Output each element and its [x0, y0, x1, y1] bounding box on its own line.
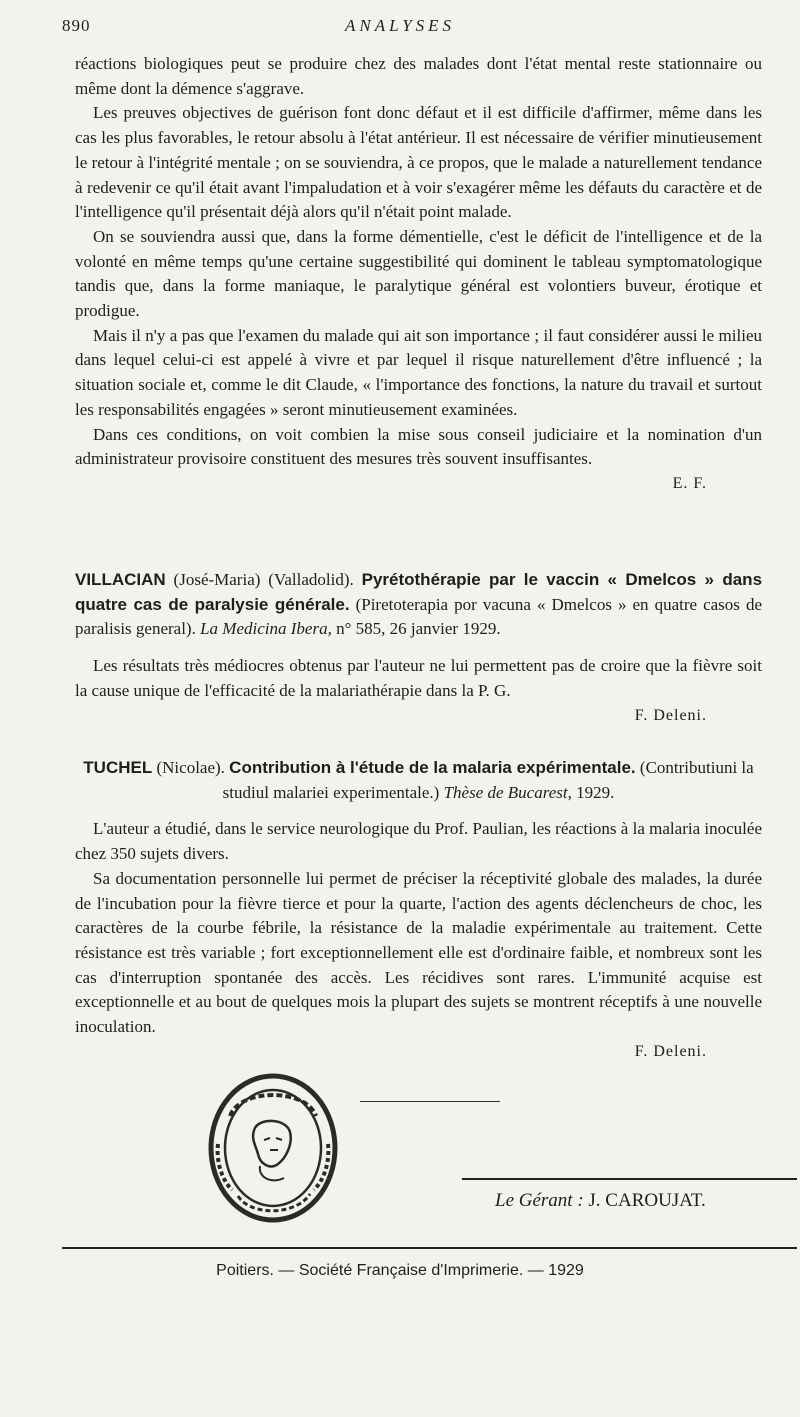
- running-title: ANALYSES: [344, 16, 456, 35]
- entry-original-title: (Contributiuni la studiul malariei experimentale.): [222, 758, 754, 802]
- entry-source-title: La Medicina Ibera,: [200, 619, 332, 639]
- entry-author-given: (José-Maria): [173, 570, 261, 589]
- review-entry-tuchel: [75, 756, 762, 1064]
- entry-body: [75, 654, 762, 703]
- manager-signature: [495, 1190, 706, 1212]
- paragraph: Les résultats très médiocres obtenus par l'auteur ne lui permettent pas de croire que la fièvre soit la cause unique de l'efficacité de la malariathérapie dans la P. G.: [75, 656, 762, 700]
- entry-author-given: (Nicolae).: [156, 758, 225, 777]
- entry-title: Pyrétothérapie par le vaccin « Dmelcos » dans quatre cas de paralysie générale.: [75, 570, 763, 614]
- paragraph: Dans ces conditions, on voit combien la mise sous conseil judiciaire et la nomination d'un administrateur provisoire constituent des mesures très souvent insuffisantes.: [75, 424, 762, 469]
- entry-original-title: (Piretoterapia por vacuna « Dmelcos » en quatre casos de paralisis general).: [75, 594, 762, 639]
- entry-author: VILLACIAN: [75, 570, 166, 589]
- entry-citation: [75, 756, 762, 805]
- paragraph: Mais il n'y a pas que l'examen du malade qui ait son importance ; il faut considérer aussi le milieu dans lequel celui-ci est appelé à vivre et par lequel il risque naturellement d'être influencé ; la situation sociale et, comme le dit Claude, « l'importance des fonctions, la nature du travail et surtout les responsabilités engagées » seront minutieusement examinées.: [75, 325, 762, 419]
- paragraph: Les preuves objectives de guérison font donc défaut et il est difficile d'affirmer, même dans les cas les plus favorables, le retour absolu à l'état antérieur. Il est nécessaire de vérifier minutieusement le retour à l'intégrité mentale ; on se souviendra, à ce propos, que le malade a naturellement tendance à redevenir ce qu'il était avant l'impaludation et à voir s'exagérer même les défauts du caractère et de l'intelligence qu'il présentait déjà alors qu'il n'était point malade.: [75, 103, 762, 222]
- entry-source-details: n° 585, 26 janvier 1929.: [336, 619, 501, 639]
- footer-rule: [62, 1247, 797, 1249]
- entry-source-title: Thèse de Bucarest,: [443, 782, 572, 802]
- manager-name: J. CAROUJAT.: [588, 1190, 706, 1211]
- section-divider: [360, 1101, 500, 1102]
- page-number: 890: [62, 16, 91, 35]
- signature-rule: [462, 1178, 797, 1180]
- manager-label: Le Gérant :: [495, 1190, 584, 1211]
- entry-place: (Valladolid).: [268, 570, 354, 589]
- entry-citation: [75, 568, 762, 642]
- signature: E. F.: [672, 474, 707, 492]
- entry-body: [75, 817, 762, 1039]
- library-stamp: [200, 1066, 346, 1226]
- signature: F. Deleni.: [634, 1042, 707, 1060]
- entry-author: TUCHEL: [83, 758, 153, 777]
- paragraph: réactions biologiques peut se produire chez des malades dont l'état mental reste stationnaire ou même dont la démence s'aggrave.: [75, 54, 762, 98]
- paragraph: L'auteur a étudié, dans le service neurologique du Prof. Paulian, les réactions à la malaria inoculée chez 350 sujets divers.: [75, 819, 762, 864]
- printer-imprint: Poitiers. — Société Française d'Imprimerie. — 1929: [216, 1262, 584, 1279]
- signature: F. Deleni.: [634, 706, 707, 724]
- entry-title: Contribution à l'étude de la malaria expérimentale.: [229, 758, 636, 777]
- intro-text: [75, 52, 762, 497]
- paragraph: On se souviendra aussi que, dans la forme démentielle, c'est le déficit de l'intelligence et de la volonté en même temps qu'une certaine suggestibilité qui dominent le tableau symptomatologique tandis que, dans la forme maniaque, le paralytique général est volontiers buveur, érotique et prodigue.: [75, 226, 762, 321]
- review-entry-villacian: [75, 568, 762, 728]
- paragraph: Sa documentation personnelle lui permet de préciser la réceptivité globale des malades, la durée de l'incubation pour la fièvre tierce et pour la quarte, l'action des agents déclencheurs de choc, les caractères de la courbe fébrile, la résistance de la maladie expérimentale au traitement. Cette résistance est très variable ; fort exceptionnellement elle est d'ordinaire faible, et nombreux sont les cas d'interruption spontanée des accès. Les récidives sont rares. L'immunité acquise est exceptionnelle et au bout de quelques mois la plupart des sujets se montrent réceptifs à une nouvelle inoculation.: [75, 868, 762, 1037]
- entry-source-details: 1929.: [576, 782, 615, 802]
